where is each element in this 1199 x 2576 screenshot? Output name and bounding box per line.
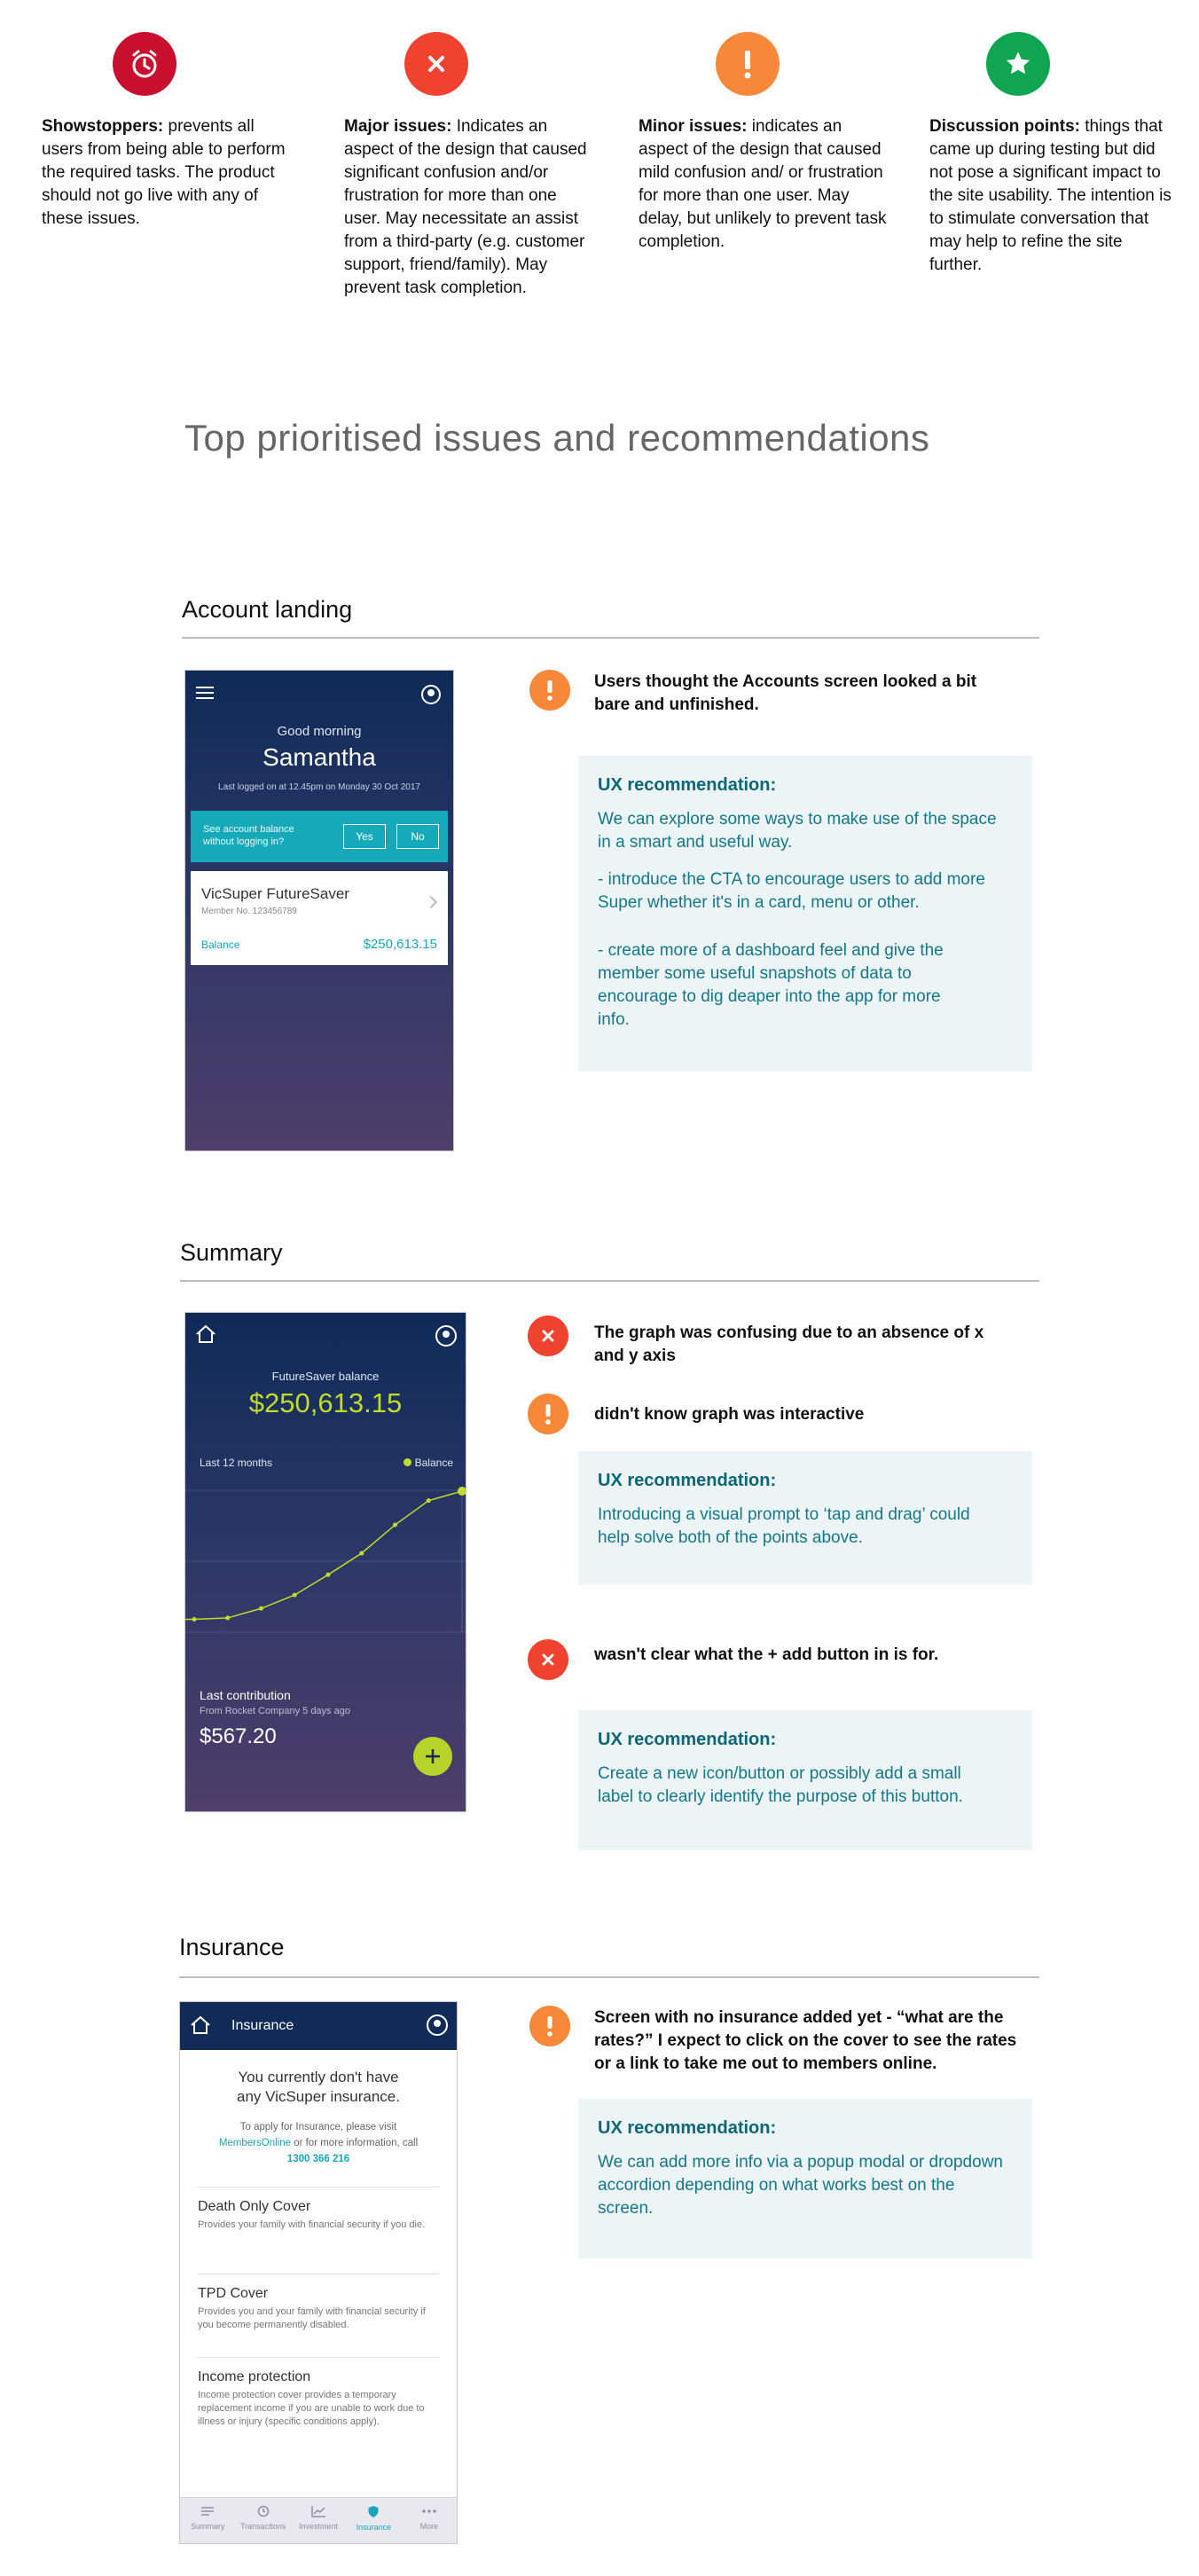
no-insurance-headline: You currently don't have any VicSuper insurance.: [237, 2069, 400, 2105]
quick-balance-banner: See account balance without logging in? Yes No: [191, 811, 448, 862]
issue-account-bare: Users thought the Accounts screen looked a bit bare and unfinished.: [594, 672, 977, 714]
legend-major-issues: Major issues: Indicates an aspect of the design that caused significant confusion and/or frustration for more than one user. May necessitate an assist from a third-party (e.g. customer support, friend/family). May prevent task completion.: [344, 117, 587, 297]
investment-icon: [310, 2505, 326, 2517]
data-point[interactable]: [259, 1606, 263, 1611]
last-logged: Last logged on at 12.45pm on Monday 30 Oct 2017: [218, 782, 420, 792]
members-online-link[interactable]: MembersOnline: [218, 2138, 291, 2148]
cross-icon: [528, 1315, 568, 1356]
legend-discussion-points: Discussion points: things that came up during testing but did not pose a significant impact to the site usability. The intention is to stimulate conversation that may help to refine the site further.: [929, 117, 1172, 274]
legend-dot: [404, 1458, 411, 1466]
tab-summary[interactable]: Summary: [180, 2498, 235, 2543]
legend-minor-issues: Minor issues: indicates an aspect of the design that caused mild confusion and/ or frustration for more than one user. May delay, but unlikely to prevent task completion.: [639, 117, 887, 251]
issue-graph-interactive: didn't know graph was interactive: [594, 1405, 865, 1424]
apply-info: To apply for Insurance, please visit MembersOnline or for more information, call 1300 366 216: [218, 2122, 419, 2164]
tab-investment[interactable]: Investment: [291, 2498, 346, 2543]
balance-amount: $250,613.15: [248, 1387, 403, 1418]
tab-transactions[interactable]: Transactions: [235, 2498, 290, 2543]
yes-button[interactable]: Yes: [343, 824, 386, 849]
data-point[interactable]: [359, 1551, 364, 1555]
data-point[interactable]: [293, 1593, 297, 1598]
legend-showstoppers: Showstoppers: prevents all users from being able to perform the required tasks. The product should not go live with any of these issues.: [42, 117, 286, 228]
chevron-right-icon: [425, 896, 437, 908]
exclamation-icon: [529, 670, 570, 711]
plus-icon: [423, 1747, 443, 1766]
cover-item-income[interactable]: Income protection Income protection cover provides a temporary replacement income if you are unable to work due to illness or injury (specific conditions apply).: [198, 2369, 425, 2427]
greeting: Good morning: [277, 724, 362, 739]
user-name: Samantha: [263, 743, 376, 771]
cover-item-death[interactable]: Death Only Cover Provides your family with financial security if you die.: [198, 2199, 426, 2230]
issue-graph-axis: The graph was confusing due to an absence of x and y axis: [594, 1323, 984, 1365]
section-divider: [180, 1280, 1039, 1282]
data-point[interactable]: [427, 1498, 431, 1503]
recommendation-add-button: UX recommendation: Create a new icon/button or possibly add a small label to clearly identify the purpose of this button.: [578, 1710, 1032, 1850]
profile-icon[interactable]: [421, 685, 441, 704]
hamburger-menu-icon[interactable]: [196, 687, 214, 699]
issue-add-button: wasn't clear what the + add button in is for.: [594, 1645, 939, 1664]
contribution-amount: $567.20: [200, 1724, 277, 1748]
home-icon[interactable]: [189, 2014, 212, 2040]
section-title-insurance: Insurance: [179, 1934, 285, 1960]
insurance-header: [180, 2002, 457, 2050]
last-contribution-label: Last contribution: [200, 1688, 291, 1702]
shield-icon: [367, 2505, 380, 2518]
period-label: Last 12 months: [200, 1457, 273, 1469]
profile-icon[interactable]: [435, 1325, 457, 1347]
phone-link[interactable]: 1300 366 216: [286, 2154, 350, 2164]
summary-icon: [200, 2505, 216, 2517]
data-point[interactable]: [225, 1615, 230, 1620]
home-icon[interactable]: [194, 1323, 217, 1349]
section-divider: [182, 637, 1039, 639]
account-card[interactable]: VicSuper FutureSaver Member No. 123456789 Balance $250,613.15: [191, 871, 448, 965]
section-title-account: Account landing: [182, 596, 353, 623]
selected-point[interactable]: [458, 1487, 466, 1496]
cover-item-tpd[interactable]: TPD Cover Provides you and your family with financial security if you become permanently disabled.: [198, 2286, 426, 2330]
page-title: Top prioritised issues and recommendations: [184, 417, 930, 459]
data-point[interactable]: [326, 1573, 331, 1577]
tab-insurance[interactable]: Insurance: [346, 2498, 401, 2543]
balance-caption: FutureSaver balance: [271, 1370, 380, 1383]
add-button[interactable]: [413, 1737, 452, 1776]
alarm-clock-icon: [113, 32, 176, 96]
contribution-from: From Rocket Company 5 days ago: [200, 1706, 350, 1716]
tab-more[interactable]: More: [402, 2498, 457, 2543]
star-icon: [986, 32, 1050, 96]
section-divider: [179, 1976, 1039, 1978]
recommendation-insurance: UX recommendation: We can add more info via a popup modal or dropdown accordion depending on what works best on the screen.: [578, 2099, 1032, 2258]
header-title: Insurance: [231, 2018, 294, 2033]
no-button[interactable]: No: [396, 824, 439, 849]
recommendation-account: UX recommendation: We can explore some ways to make use of the space in a smart and useful way. - introduce the CTA to encourage users to add more Super whether it's in a card, menu or other. - create more of a dashboard feel and give the member some useful snapshots of data to encourage to dig deaper into the app for more info.: [578, 756, 1032, 1072]
balance-line-graph[interactable]: [185, 1473, 466, 1641]
exclamation-icon: [528, 1394, 568, 1434]
data-point[interactable]: [192, 1617, 197, 1622]
section-title-summary: Summary: [180, 1239, 283, 1266]
profile-icon[interactable]: [427, 2014, 448, 2036]
exclamation-icon: [716, 32, 780, 96]
recommendation-graph: UX recommendation: Introducing a visual prompt to ‘tap and drag’ could help solve both of the points above.: [578, 1451, 1032, 1584]
issue-insurance-rates: Screen with no insurance added yet - “what are the rates?” I expect to click on the cover to see the rates or a link to take me out to members online.: [594, 2008, 1017, 2073]
summary-phone-screenshot: [184, 1312, 466, 1812]
cross-icon: [528, 1639, 568, 1680]
graph-legend: Balance: [404, 1457, 453, 1469]
balance-series-line: [185, 1491, 462, 1619]
exclamation-icon: [529, 2006, 570, 2046]
data-point[interactable]: [393, 1523, 397, 1528]
bottom-tab-bar: [180, 2497, 457, 2543]
cross-icon: [404, 32, 468, 96]
more-dots-icon: [421, 2505, 437, 2517]
transactions-icon: [256, 2505, 270, 2517]
account-phone-screenshot: [184, 670, 454, 1151]
insurance-phone-screenshot: [179, 2001, 458, 2544]
